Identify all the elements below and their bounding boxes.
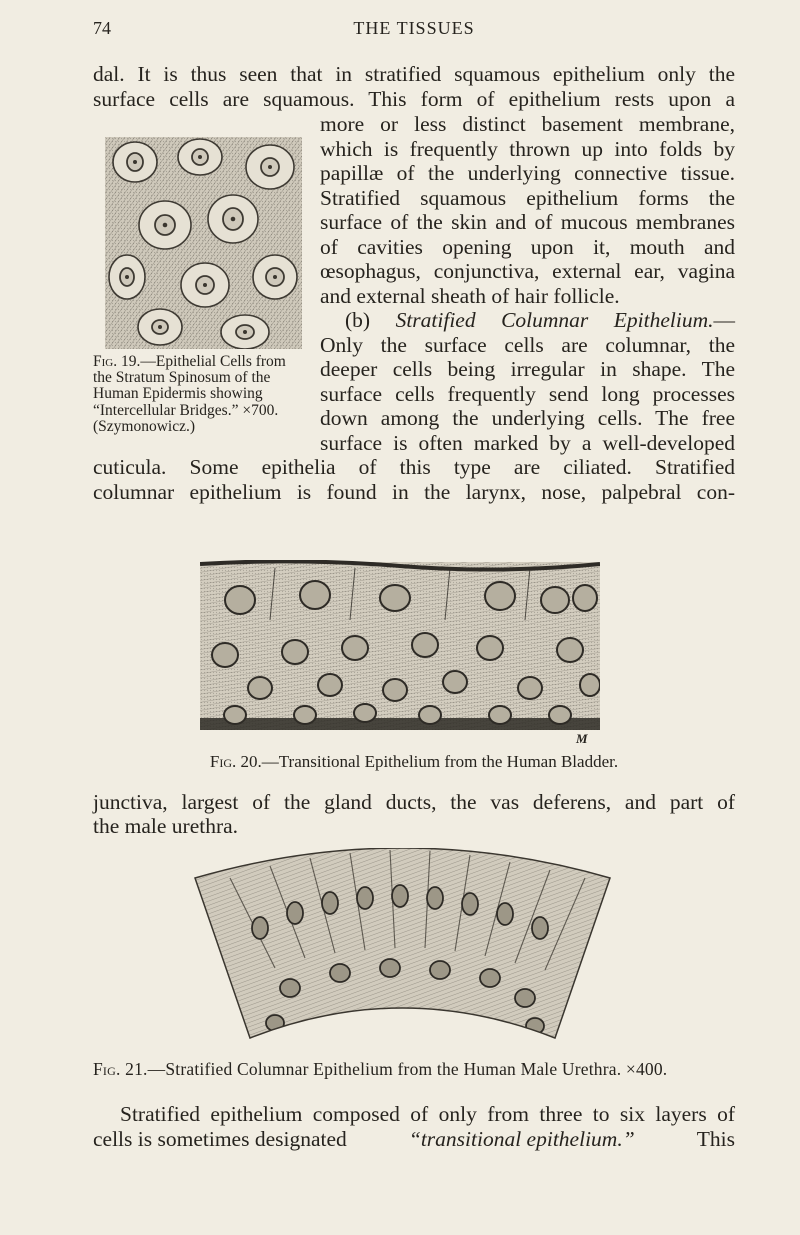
body-line-mixed (93, 1127, 735, 1152)
body-line: and external sheath of hair follicle. (320, 284, 620, 308)
figure-20-marker: M (576, 731, 588, 746)
body-line: Stratified epithelium composed of only from three to six layers of (120, 1102, 735, 1126)
body-line: papillæ of the underlying connective tissue. (320, 161, 735, 185)
page-header (93, 18, 735, 42)
body-line: the male urethra. (93, 814, 239, 838)
figure-20-caption-text: —Transitional Epithelium from the Human Bladder. (261, 752, 619, 771)
body-line: which is frequently thrown up into folds by (320, 137, 735, 161)
figure-21-illustration (190, 848, 615, 1051)
body-line: surface cells are squamous. This form of epithelium rests upon a (93, 87, 735, 111)
body-line: dal. It is thus seen that in stratified squamous epithelium only the (93, 62, 735, 86)
body-line: of cavities opening upon it, mouth and (320, 235, 735, 259)
running-title: THE TISSUES (353, 18, 475, 38)
body-text-span: This (696, 1127, 735, 1151)
body-line: down among the underlying cells. The free (320, 406, 735, 430)
figure-21-label: Fig. 21. (93, 1059, 148, 1079)
figure-19-caption-text: —Epithelial Cells from the Stratum Spinosum of the Human Epidermis showing “Intercellular Bridges.” ×700. (Szymonowicz.) (93, 353, 286, 435)
figure-21-caption (93, 1061, 753, 1078)
body-text-span: cells is sometimes designated (93, 1127, 347, 1151)
section-heading-dash: — (713, 308, 735, 332)
figure-19-caption (93, 354, 303, 435)
figure-21-caption-text: —Stratified Columnar Epithelium from the Human Male Urethra. ×400. (147, 1059, 668, 1079)
figure-20-caption (93, 753, 735, 770)
figure-19-illustration (105, 137, 302, 349)
body-line: cuticula. Some epithelia of this type are ciliated. Stratified (93, 455, 735, 479)
body-line: deeper cells being irregular in shape. The (320, 357, 735, 381)
figure-19-label: Fig. 19. (93, 353, 141, 370)
section-heading (345, 308, 735, 333)
body-line: Only the surface cells are columnar, the (320, 333, 735, 357)
figure-20-label: Fig. 20. (209, 752, 262, 771)
page-number: 74 (93, 18, 111, 38)
body-line: junctiva, largest of the gland ducts, the vas deferens, and part of (93, 790, 735, 814)
section-heading-title: Stratified Columnar Epithelium. (395, 308, 714, 332)
section-heading-label: (b) (345, 308, 371, 332)
body-line: more or less distinct basement membrane, (320, 112, 735, 136)
body-line: surface of the skin and of mucous membranes (320, 210, 735, 234)
body-line: Stratified squamous epithelium forms the (320, 186, 735, 210)
body-line: surface cells frequently send long processes (320, 382, 735, 406)
term-transitional-epithelium: “transitional epithelium.” (408, 1127, 635, 1151)
body-line: œsophagus, conjunctiva, external ear, vagina (320, 259, 735, 283)
figure-20-illustration (200, 560, 600, 743)
body-line: columnar epithelium is found in the larynx, nose, palpebral con- (93, 480, 735, 504)
body-line: surface is often marked by a well-developed (320, 431, 735, 455)
